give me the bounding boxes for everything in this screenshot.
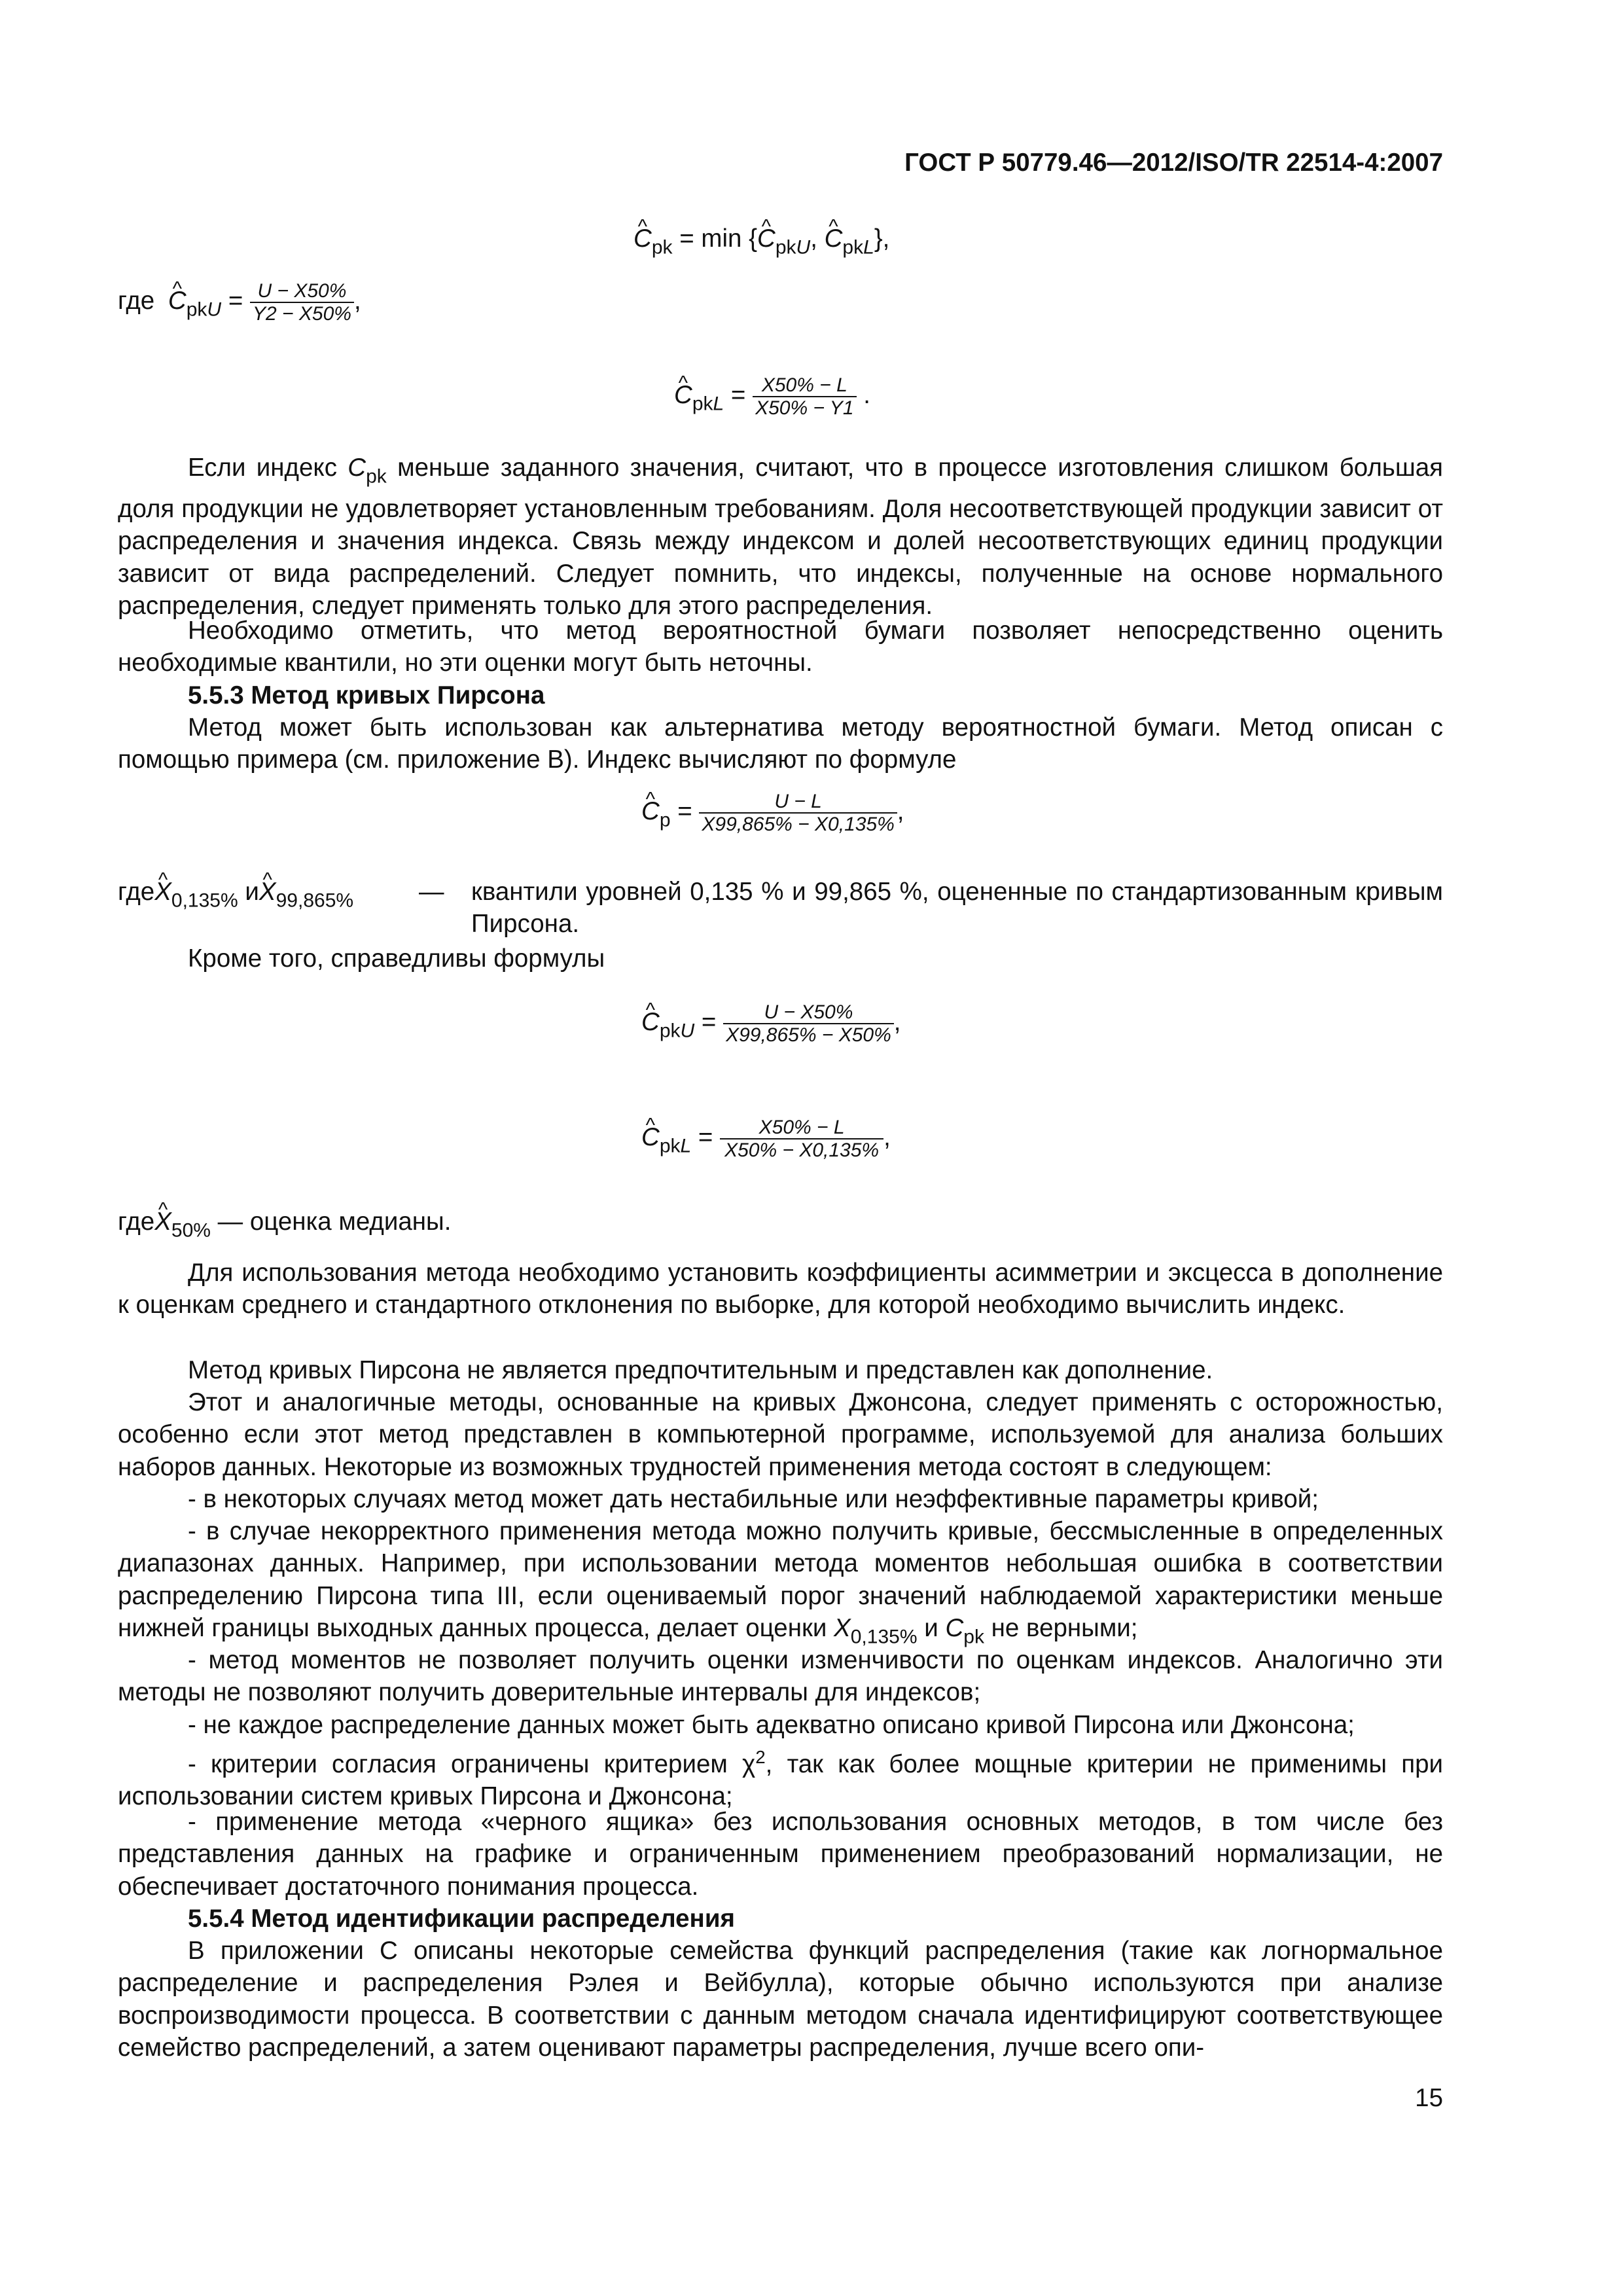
section-heading: 5.5.4 Метод идентификации распределения (188, 1905, 735, 1933)
paragraph: Необходимо отметить, что метод вероятностной бумаги позволяет непосредственно оценить необходимые квантили, но эти оценки могут быть неточны. (118, 617, 1443, 677)
formula-cp: ^ $C_p$ = $\frac{U - L}{X99,865\% - X0,135\%}$ , (641, 791, 904, 836)
list-item: - в некоторых случаях метод может дать нестабильные или неэффективные параметры кривой; (188, 1485, 1319, 1513)
where-label: где (118, 287, 155, 315)
section-heading: 5.5.3 Метод кривых Пирсона (188, 681, 545, 709)
glossary-definition: квантили уровней 0,135 % и 99,865 %, оцененные по стандартизованным кривым Пирсона. (471, 878, 1443, 939)
formula-cpku-pearson: ^ $C_{pkU}$ = $\frac{U - X50\%}{X99,865\% - X50\%}$ , (641, 1001, 901, 1047)
paragraph: Кроме того, справедливы формулы (188, 944, 605, 973)
list-item: - применение метода «черного ящика» без использования основных методов, в том числе без представления данных на графике и ограниченным применением преобразований нормализации, не обеспечивает достаточного понимания процесса. (118, 1808, 1443, 1901)
fraction-cpkl-pearson: $\frac{X50\% - L}{X50\% - X0,135\%}$ (720, 1117, 883, 1161)
fraction-cpku (250, 280, 354, 325)
formula-cpkl: ^ $C_{pkL}$ = $\frac{X50\% - L}{X50\% - Y1}$ . (674, 374, 870, 420)
min-close: }, (874, 224, 890, 253)
min-operator: = min { (679, 224, 757, 253)
list-item: - критерии согласия ограничены критерием $\chi^2$, так как более мощные критерии не применимы при использовании систем кривых Пирсона и Джонсона; (118, 1747, 1443, 1811)
paragraph: Если индекс $C_{pk}$ меньше заданного значения, считают, что в процессе изготовления слишком большая доля продукции не удовлетворяет установленным требованиям. Доля несоответствующей продукции зависит от распределения и значения индекса. Связь между индексом и долей несоответствующих единиц продукции зависит от вида распределений. Следует помнить, что индексы, полученные на основе нормального распределения, следует применять только для этого распределения. (118, 454, 1444, 620)
list-item: - в случае некорректного применения метода можно получить кривые, бессмысленные в определенных диапазонах данных. Например, при использовании метода моментов небольшая ошибка в соответствии распределению Пирсона типа III, если оцениваемый порог значений наблюдаемой характеристики меньше нижней границы выходных данных процесса, делает оценки $X_{0,135\%}$ и $C_{pk}$ не верными; (118, 1517, 1443, 1648)
fraction-numerator: U − X50% (257, 280, 347, 302)
paragraph: Этот и аналогичные методы, основанные на кривых Джонсона, следует применять с осторожностью, особенно если этот метод представлен в компьютерной программе, используемой для анализа больших наборов данных. Некоторые из возможных трудностей применения метода состоят в следующем: (118, 1388, 1443, 1481)
paragraph: Для использования метода необходимо установить коэффициенты асимметрии и эксцесса в дополнение к оценкам среднего и стандартного отклонения по выборке, для которой необходимо вычислить индекс. (118, 1259, 1443, 1319)
fraction-cpku-pearson: $\frac{U - X50\%}{X99,865\% - X50\%}$ (723, 1001, 894, 1046)
list-item: - метод моментов не позволяет получить оценки изменчивости по оценкам индексов. Аналогично эти методы не позволяют получить доверительные интервалы для индексов; (118, 1646, 1443, 1707)
fraction-denominator: Y2 − X50% (250, 302, 354, 325)
fraction-cp: $\frac{U - L}{X99,865\% - X0,135\%}$ (699, 791, 897, 835)
paragraph: Метод может быть использован как альтернатива методу вероятностной бумаги. Метод описан с помощью примера (см. приложение B). Индекс вычисляют по формуле (118, 713, 1443, 774)
paragraph: В приложении C описаны некоторые семейства функций распределения (такие как логнормальное распределение и распределения Рэлея и Вейбулла), которые обычно используются при анализе воспроизводимости процесса. В соответствии с данным методом сначала идентифицируют соответствующее семейство распределений, а затем оценивают параметры распределения, лучше всего опи- (118, 1937, 1443, 2062)
formula-cpkl-pearson: ^ $C_{pkL}$ = $\frac{X50\% - L}{X50\% - X0,135\%}$ , (641, 1117, 891, 1162)
page-number: 15 (1415, 2084, 1443, 2112)
formula-cpk-min: ^ $C_{pk} = \min$ {^ $C_{pkU}$, ^ $C_{pkL}$}, (633, 224, 889, 263)
list-item: - не каждое распределение данных может быть адекватно описано кривой Пирсона или Джонсона; (188, 1711, 1355, 1739)
glossary-term: где^ $X_{0,135\%}$ и^ $X_{99,865\%}$ (118, 876, 353, 917)
cpk-symbol: ^ C (633, 224, 652, 254)
formula-cpku: где ^ $C_{pkU}$ = $\frac{U - X50\%}{Y2 - X50\%}$ , (118, 280, 361, 325)
paragraph: Метод кривых Пирсона не является предпочтительным и представлен как дополнение. (188, 1356, 1213, 1384)
glossary-dash: — (419, 878, 444, 906)
document-header: ГОСТ Р 50779.46—2012/ISO/TR 22514-4:2007 (904, 149, 1443, 177)
fraction-cpkl: $\frac{X50\% - L}{X50\% - Y1}$ (753, 374, 856, 419)
glossary-median: где^ $X_{50\%}$ — оценка медианы. (118, 1206, 451, 1247)
